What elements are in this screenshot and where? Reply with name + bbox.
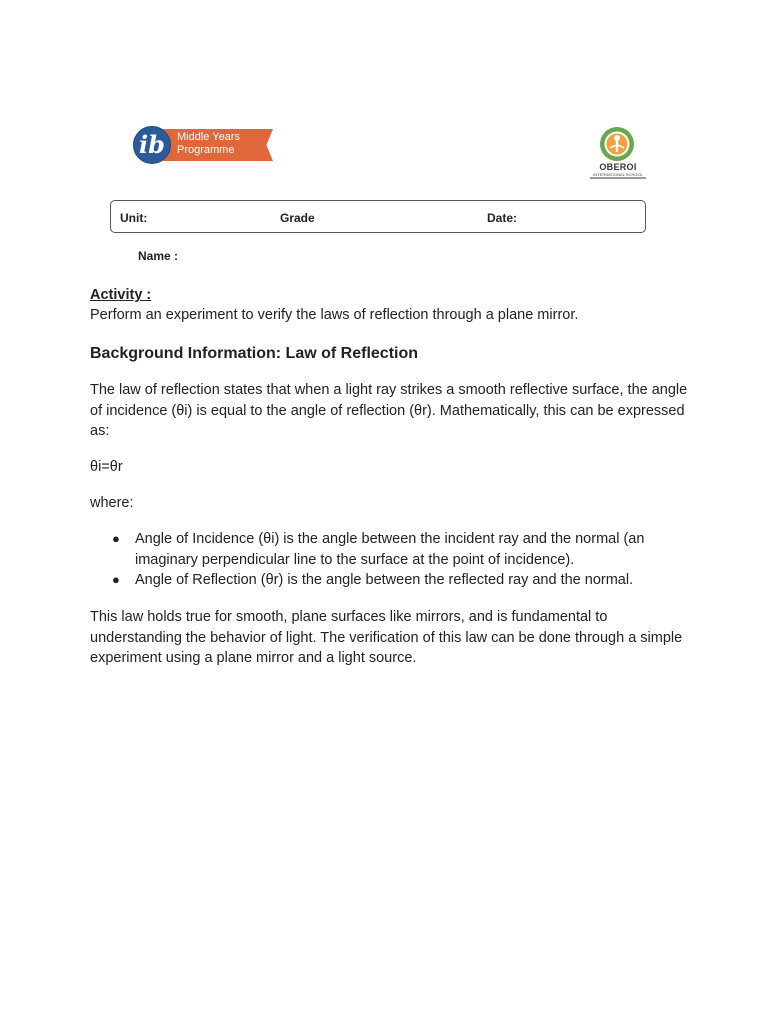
oberoi-emblem-icon [597,126,637,162]
grade-label: Grade [280,211,315,225]
definition-list [112,529,682,591]
section-title: Background Information: Law of Reflection [90,345,419,362]
oberoi-name: OBEROI [599,162,637,172]
formula: θi=θr [90,459,123,475]
ib-programme-text [177,131,273,157]
activity-heading: Activity : [90,287,152,303]
oberoi-subtitle: INTERNATIONAL SCHOOL [593,172,643,177]
name-label: Name : [138,249,179,263]
bullet-icon: ● [112,531,120,546]
paragraph-law-statement: The law of reflection states that when a light ray strikes a smooth reflective surface, the angle of incidence (θi) is equal to the angle of reflection (θr). Mathematically, this can be expressed as: [90,382,688,439]
paragraph-law-significance: This law holds true for smooth, plane surfaces like mirrors, and is fundamental to understanding the behavior of light. The verification of this law can be done through a simple experiment using a plane mirror and a light source. [90,609,683,666]
ib-circle-mark: ib [133,126,171,164]
bullet-icon: ● [112,572,120,587]
ib-text-line1: Middle Years [177,131,240,143]
list-item-text: Angle of Reflection (θr) is the angle between the reflected ray and the normal. [135,572,634,588]
date-label: Date: [487,211,518,225]
ib-myp-logo [133,126,273,164]
header-info-box [110,200,646,233]
ib-text-line2: Programme [177,144,235,156]
oberoi-tagline-rule [590,177,646,179]
unit-label: Unit: [120,211,148,225]
list-item-text: Angle of Incidence (θi) is the angle between the incident ray and the normal (an imaginary perpendicular line to the surface at the point of incidence). [135,531,645,568]
list-item [112,570,682,591]
oberoi-school-logo [588,126,650,182]
where-label: where: [90,495,134,511]
activity-text: Perform an experiment to verify the laws of reflection through a plane mirror. [90,307,579,323]
list-item [112,529,682,570]
